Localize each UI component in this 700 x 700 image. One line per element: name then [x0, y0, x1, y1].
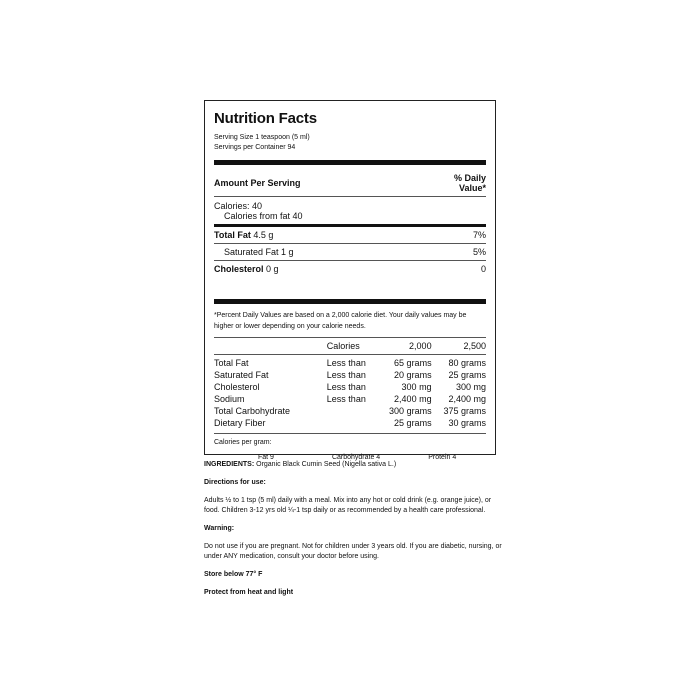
- table-cell: Sodium: [214, 394, 245, 404]
- table-row: [214, 417, 486, 429]
- directions-text: Adults ½ to 1 tsp (5 ml) daily with a meal. Mix into any hot or cold drink (e.g. orange juice), or food. Children 3-12 yrs old ¼-1 tsp daily or as recommended by a health care professional.: [204, 497, 492, 514]
- warning-heading: Warning:: [204, 525, 235, 532]
- ingredients-text: Organic Black Cumin Seed (Nigella sativa L.): [256, 461, 397, 468]
- nutrient-name: Cholesterol: [214, 264, 264, 274]
- table-cell: [323, 405, 377, 417]
- table-row: [214, 355, 486, 370]
- table-cell: 20 grams: [394, 370, 432, 380]
- nutrient-dv: 0: [480, 264, 486, 274]
- serving-size: Serving Size 1 teaspoon (5 ml): [214, 134, 310, 141]
- table-cell: 25 grams: [448, 370, 486, 380]
- nutrient-row-cholesterol: [214, 261, 486, 277]
- table-cell: Saturated Fat: [214, 370, 269, 380]
- calories-from-fat: Calories from fat 40: [224, 211, 303, 221]
- table-row: [214, 369, 486, 381]
- calories-block: [214, 197, 486, 227]
- daily-value-header: [454, 173, 486, 193]
- table-row: [214, 393, 486, 405]
- daily-value-header-line2: Value*: [458, 183, 486, 193]
- amount-per-serving-header: [214, 169, 486, 197]
- cpg-protein: Protein 4: [428, 454, 457, 461]
- thick-divider: [214, 160, 486, 165]
- nutrient-amount: 4.5 g: [253, 230, 274, 240]
- daily-values-table-wrap: [214, 338, 486, 434]
- directions-heading: Directions for use:: [204, 479, 266, 486]
- nutrient-amount: 0 g: [266, 264, 279, 274]
- table-cell: Less than: [326, 358, 366, 368]
- product-info: [204, 460, 504, 606]
- table-row: [214, 381, 486, 393]
- nutrition-facts-title: Nutrition Facts: [214, 110, 317, 127]
- ingredients: [204, 460, 504, 470]
- table-row: [214, 405, 486, 417]
- table-cell: Total Carbohydrate: [214, 406, 291, 416]
- table-cell: 300 grams: [389, 406, 432, 416]
- nutrient-name: Saturated Fat 1 g: [224, 247, 294, 257]
- table-cell: 25 grams: [394, 418, 432, 428]
- table-header-cell: 2,000: [377, 338, 431, 355]
- table-cell: Less than: [326, 370, 366, 380]
- table-cell: 30 grams: [448, 418, 486, 428]
- daily-value-header-line1: % Daily: [453, 173, 486, 183]
- table-header-cell: Calories: [323, 338, 377, 355]
- table-cell: Less than: [326, 382, 366, 392]
- table-header-cell: [214, 338, 323, 355]
- storage-instruction: Store below 77° F: [204, 571, 263, 578]
- calories-per-gram-label: Calories per gram:: [214, 439, 272, 446]
- table-cell: Less than: [326, 394, 366, 404]
- table-cell: 65 grams: [394, 358, 432, 368]
- table-cell: Cholesterol: [214, 382, 260, 392]
- nutrient-dv: 5%: [472, 247, 486, 257]
- amount-per-serving-label: Amount Per Serving: [214, 178, 301, 188]
- table-cell: Dietary Fiber: [214, 418, 266, 428]
- nutrient-dv: 7%: [472, 230, 486, 240]
- daily-value-footnote: *Percent Daily Values are based on a 2,000 calorie diet. Your daily values may be higher or lower depending on your calorie needs.: [214, 304, 486, 338]
- table-cell: [323, 417, 377, 429]
- warning-text: Do not use if you are pregnant. Not for children under 3 years old. If you are diabetic, nursing, or under ANY medication, consult your doctor before using.: [204, 543, 502, 560]
- nutrient-row-saturated-fat: [214, 244, 486, 261]
- nutrition-facts-panel: [204, 100, 496, 461]
- table-cell: 375 grams: [443, 406, 486, 416]
- nutrient-row-total-fat: [214, 227, 486, 244]
- cpg-carbohydrate: Carbohydrate 4: [331, 454, 381, 461]
- table-cell: 2,400 mg: [394, 394, 432, 404]
- table-cell: 300 mg: [455, 382, 486, 392]
- table-cell: 2,400 mg: [448, 394, 486, 404]
- calories: Calories: 40: [214, 201, 263, 211]
- ingredients-label: INGREDIENTS:: [204, 461, 255, 468]
- protect-instruction: Protect from heat and light: [204, 589, 294, 596]
- table-cell: Total Fat: [214, 358, 249, 368]
- table-header-row: [214, 338, 486, 355]
- table-cell: 80 grams: [448, 358, 486, 368]
- table-header-cell: 2,500: [432, 338, 486, 355]
- table-cell: 300 mg: [401, 382, 432, 392]
- cpg-fat: Fat 9: [258, 454, 274, 461]
- nutrient-name: Total Fat: [214, 230, 251, 240]
- servings-per-container: Servings per Container 94: [214, 144, 296, 151]
- daily-values-table: [214, 338, 486, 429]
